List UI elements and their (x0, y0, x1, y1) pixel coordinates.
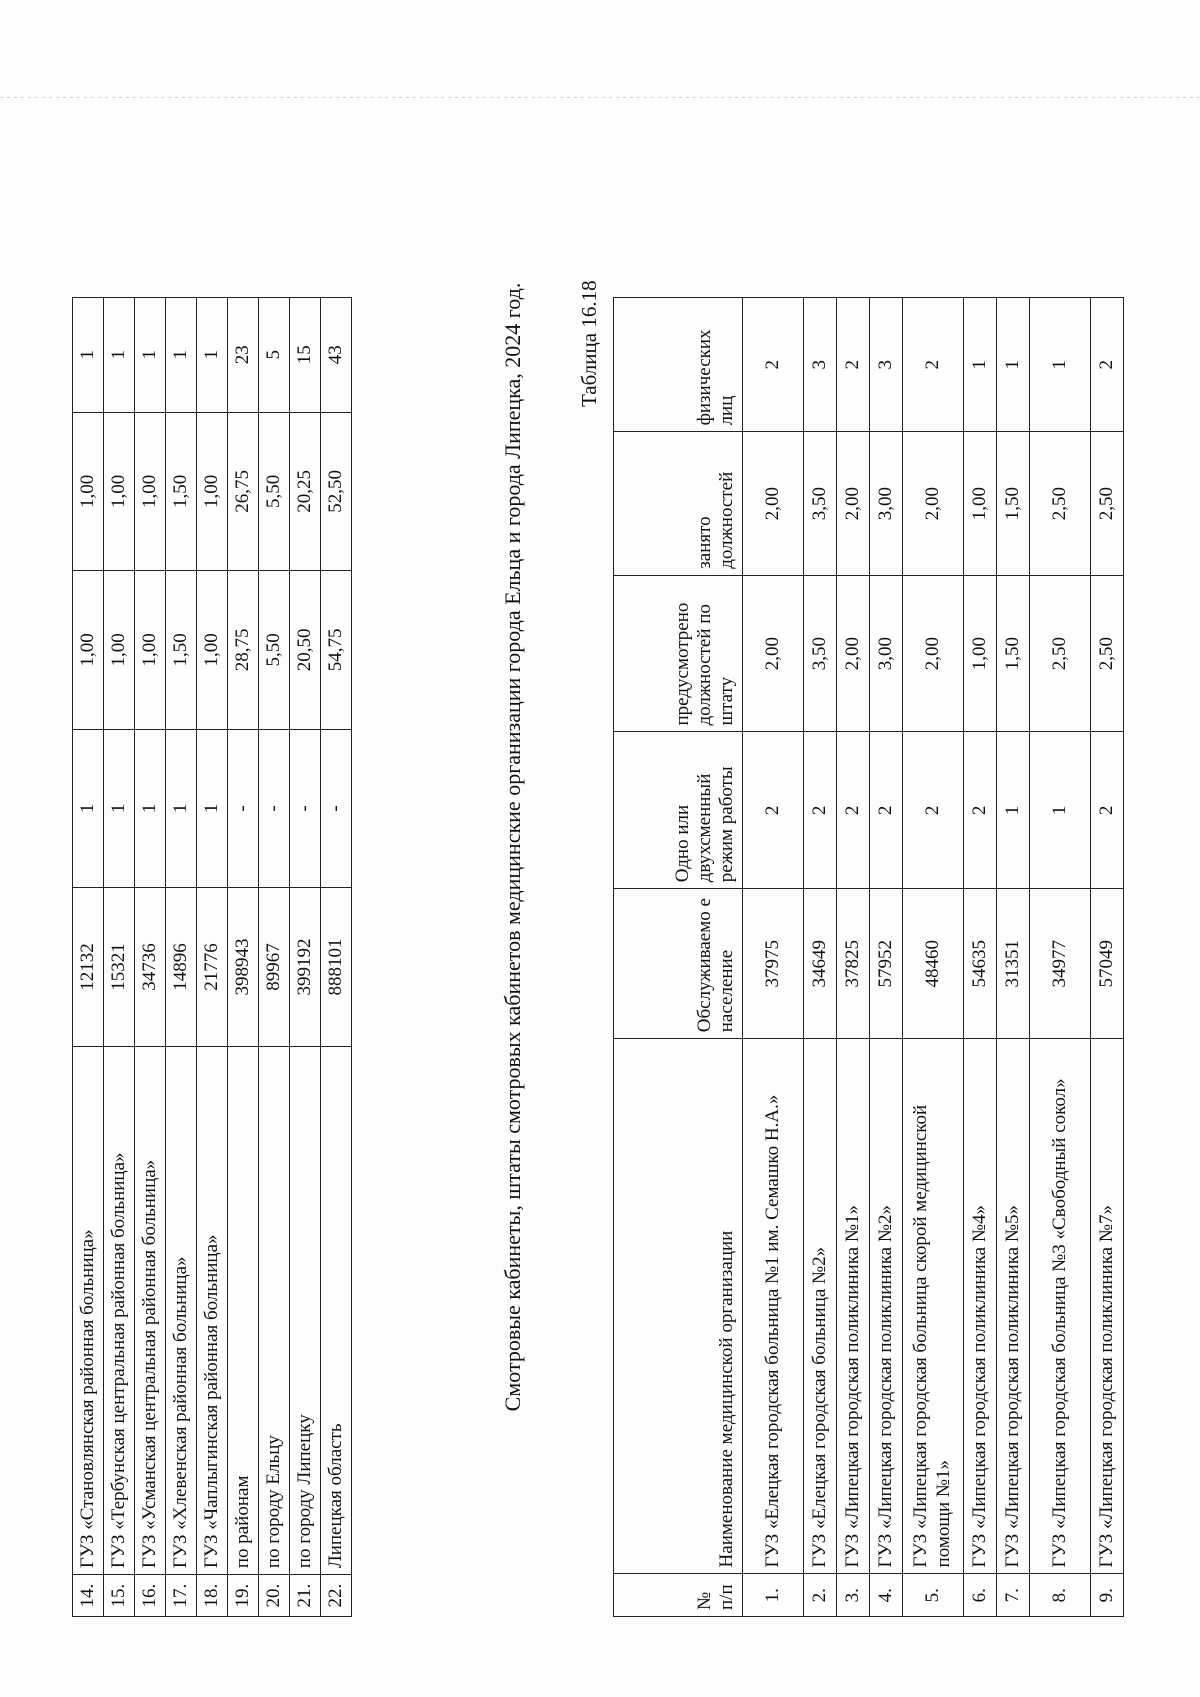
persons-count: 2 (743, 298, 804, 432)
persons-count: 1 (104, 298, 135, 413)
shift-mode: 2 (964, 732, 997, 889)
org-name: ГУЗ «Елецкая городская больница №2» (804, 1039, 837, 1574)
shift-mode: 1 (1030, 732, 1091, 889)
org-name: ГУЗ «Хлевенская районная больница» (166, 1046, 197, 1574)
org-name: ГУЗ «Тербунская центральная районная больница» (104, 1046, 135, 1574)
row-number: 19. (228, 1575, 259, 1617)
occupied-positions: 20,25 (290, 412, 321, 571)
org-name: ГУЗ «Липецкая городская поликлиника №1» (837, 1039, 870, 1574)
persons-count: 1 (997, 298, 1030, 432)
occupied-positions: 1,00 (73, 412, 104, 571)
planned-positions: 20,50 (290, 571, 321, 730)
org-name: ГУЗ «Липецкая городская поликлиника №2» (870, 1039, 903, 1574)
header-occupied: занято должностей (614, 432, 743, 575)
table-row (804, 298, 837, 1617)
population: 37975 (743, 889, 804, 1039)
table-row (870, 298, 903, 1617)
org-name: по городу Ельцу (259, 1046, 290, 1574)
occupied-positions: 2,50 (1030, 432, 1091, 575)
population: 37825 (837, 889, 870, 1039)
org-name: ГУЗ «Липецкая городская поликлиника №4» (964, 1039, 997, 1574)
shift-mode: 1 (166, 729, 197, 888)
persons-count: 5 (259, 298, 290, 413)
population: 34736 (135, 888, 166, 1047)
table-row (290, 298, 321, 1617)
table-row (228, 298, 259, 1617)
occupied-positions: 2,00 (837, 432, 870, 575)
org-name: по районам (228, 1046, 259, 1574)
row-number: 9. (1091, 1574, 1124, 1617)
occupied-positions: 1,00 (135, 412, 166, 571)
persons-count: 1 (166, 298, 197, 413)
planned-positions: 1,50 (166, 571, 197, 730)
row-number: 8. (1030, 1574, 1091, 1617)
shift-mode: 1 (197, 729, 228, 888)
persons-count: 43 (321, 298, 352, 413)
shift-mode: 2 (743, 732, 804, 889)
org-name: ГУЗ «Елецкая городская больница №1 им. Семашко Н.А.» (743, 1039, 804, 1574)
header-no: № п/п (614, 1574, 743, 1617)
shift-mode: 2 (870, 732, 903, 889)
row-number: 22. (321, 1575, 352, 1617)
org-name: Липецкая область (321, 1046, 352, 1574)
row-number: 6. (964, 1574, 997, 1617)
shift-mode: - (259, 729, 290, 888)
row-number: 14. (73, 1575, 104, 1617)
org-name: ГУЗ «Липецкая городская поликлиника №7» (1091, 1039, 1124, 1574)
planned-positions: 2,50 (1091, 575, 1124, 732)
planned-positions: 1,00 (197, 571, 228, 730)
table-row (259, 298, 290, 1617)
table-row (104, 298, 135, 1617)
shift-mode: 2 (903, 732, 964, 889)
planned-positions: 28,75 (228, 571, 259, 730)
occupied-positions: 3,50 (804, 432, 837, 575)
header-persons: физических лиц (614, 298, 743, 432)
persons-count: 1 (73, 298, 104, 413)
population: 15321 (104, 888, 135, 1047)
org-name: ГУЗ «Усманская центральная районная больница» (135, 1046, 166, 1574)
planned-positions: 2,50 (1030, 575, 1091, 732)
table-caption: Смотровые кабинеты, штаты смотровых кабинетов медицинские организации города Ельца и города Липецка, 2024 год. (500, 282, 525, 1412)
table-row (903, 298, 964, 1617)
population: 14896 (166, 888, 197, 1047)
population: 12132 (73, 888, 104, 1047)
row-number: 3. (837, 1574, 870, 1617)
row-number: 16. (135, 1575, 166, 1617)
shift-mode: 2 (837, 732, 870, 889)
table-row (321, 298, 352, 1617)
planned-positions: 2,00 (903, 575, 964, 732)
persons-count: 3 (804, 298, 837, 432)
persons-count: 1 (964, 298, 997, 432)
planned-positions: 54,75 (321, 571, 352, 730)
occupied-positions: 2,50 (1091, 432, 1124, 575)
shift-mode: - (290, 729, 321, 888)
population: 31351 (997, 889, 1030, 1039)
shift-mode: 2 (1091, 732, 1124, 889)
table-number: Таблица 16.18 (577, 280, 601, 407)
top-table-body (73, 298, 352, 1617)
persons-count: 1 (197, 298, 228, 413)
planned-positions: 1,00 (135, 571, 166, 730)
planned-positions: 2,00 (743, 575, 804, 732)
persons-count: 2 (837, 298, 870, 432)
shift-mode: 1 (104, 729, 135, 888)
header-planned: предусмотрено должностей по штату (614, 575, 743, 732)
row-number: 5. (903, 1574, 964, 1617)
header-population: Обслуживаемо е население (614, 889, 743, 1039)
shift-mode: 2 (804, 732, 837, 889)
occupied-positions: 5,50 (259, 412, 290, 571)
population: 21776 (197, 888, 228, 1047)
occupied-positions: 2,00 (903, 432, 964, 575)
row-number: 2. (804, 1574, 837, 1617)
row-number: 20. (259, 1575, 290, 1617)
table-row (166, 298, 197, 1617)
occupied-positions: 26,75 (228, 412, 259, 571)
occupied-positions: 1,50 (166, 412, 197, 571)
row-number: 17. (166, 1575, 197, 1617)
occupied-positions: 52,50 (321, 412, 352, 571)
occupied-positions: 1,00 (964, 432, 997, 575)
org-name: ГУЗ «Липецкая городская поликлиника №5» (997, 1039, 1030, 1574)
top-table (72, 297, 352, 1617)
header-row (614, 298, 743, 1617)
bottom-table (613, 297, 1124, 1617)
planned-positions: 1,50 (997, 575, 1030, 732)
row-number: 7. (997, 1574, 1030, 1617)
planned-positions: 1,00 (964, 575, 997, 732)
population: 399192 (290, 888, 321, 1047)
table-row (743, 298, 804, 1617)
planned-positions: 1,00 (104, 571, 135, 730)
table-row (1030, 298, 1091, 1617)
row-number: 18. (197, 1575, 228, 1617)
occupied-positions: 1,00 (197, 412, 228, 571)
row-number: 4. (870, 1574, 903, 1617)
planned-positions: 5,50 (259, 571, 290, 730)
org-name: ГУЗ «Липецкая городская больница скорой медицинской помощи №1» (903, 1039, 964, 1574)
shift-mode: - (228, 729, 259, 888)
shift-mode: 1 (997, 732, 1030, 889)
population: 48460 (903, 889, 964, 1039)
table-row (837, 298, 870, 1617)
shift-mode: 1 (135, 729, 166, 888)
planned-positions: 3,50 (804, 575, 837, 732)
table-row (197, 298, 228, 1617)
table-row (1091, 298, 1124, 1617)
header-name: Наименование медицинской организации (614, 1039, 743, 1574)
population: 57952 (870, 889, 903, 1039)
header-shift: Одно или двухсменный режим работы (614, 732, 743, 889)
population: 888101 (321, 888, 352, 1047)
org-name: ГУЗ «Становлянская районная больница» (73, 1046, 104, 1574)
org-name: ГУЗ «Чаплыгинская районная больница» (197, 1046, 228, 1574)
persons-count: 2 (903, 298, 964, 432)
bottom-table-body (743, 298, 1124, 1617)
population: 89967 (259, 888, 290, 1047)
table-row (73, 298, 104, 1617)
occupied-positions: 3,00 (870, 432, 903, 575)
org-name: по городу Липецку (290, 1046, 321, 1574)
population: 34977 (1030, 889, 1091, 1039)
population: 57049 (1091, 889, 1124, 1039)
row-number: 1. (743, 1574, 804, 1617)
occupied-positions: 1,00 (104, 412, 135, 571)
row-number: 15. (104, 1575, 135, 1617)
persons-count: 3 (870, 298, 903, 432)
planned-positions: 2,00 (837, 575, 870, 732)
shift-mode: - (321, 729, 352, 888)
table-row (997, 298, 1030, 1617)
persons-count: 23 (228, 298, 259, 413)
table-row (964, 298, 997, 1617)
org-name: ГУЗ «Липецкая городская больница №3 «Свободный сокол» (1030, 1039, 1091, 1574)
table-row (135, 298, 166, 1617)
population: 54635 (964, 889, 997, 1039)
persons-count: 1 (1030, 298, 1091, 432)
population: 398943 (228, 888, 259, 1047)
planned-positions: 3,00 (870, 575, 903, 732)
planned-positions: 1,00 (73, 571, 104, 730)
row-number: 21. (290, 1575, 321, 1617)
population: 34649 (804, 889, 837, 1039)
persons-count: 15 (290, 298, 321, 413)
occupied-positions: 1,50 (997, 432, 1030, 575)
occupied-positions: 2,00 (743, 432, 804, 575)
shift-mode: 1 (73, 729, 104, 888)
persons-count: 2 (1091, 298, 1124, 432)
persons-count: 1 (135, 298, 166, 413)
